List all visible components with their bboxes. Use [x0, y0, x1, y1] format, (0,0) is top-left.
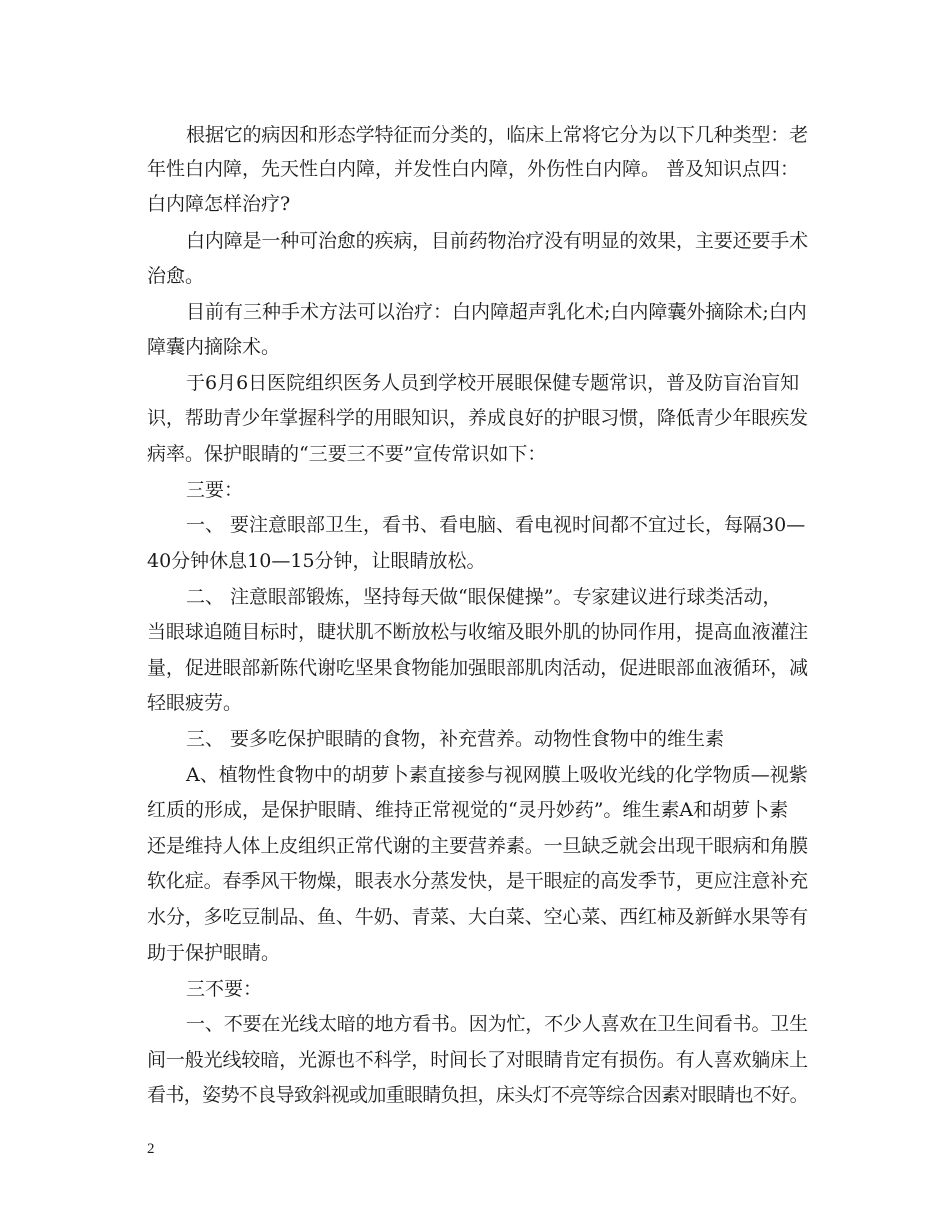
- text-line: 一、不要在光线太暗的地方看书。因为忙，不少人喜欢在卫生间看书。卫生: [186, 1013, 809, 1035]
- text-line: 三、 要多吃保护眼睛的食物，补充营养。动物性食物中的维生素: [186, 728, 725, 750]
- text-line: 量，促进眼部新陈代谢吃坚果食物能加强眼部肌肉活动，促进眼部血液循环，减: [147, 657, 809, 679]
- text-line: 红质的形成，是保护眼睛、维持正常视觉的“灵丹妙药”。维生素A和胡萝卜素: [147, 799, 789, 821]
- text-line: 间一般光线较暗，光源也不科学，时间长了对眼睛肯定有损伤。有人喜欢躺床上: [147, 1049, 809, 1071]
- text-line: A、植物性食物中的胡萝卜素直接参与视网膜上吸收光线的化学物质—视紫: [186, 764, 808, 786]
- text-line: 二、 注意眼部锻炼，坚持每天做“眼保健操”。专家建议进行球类活动，: [186, 586, 782, 608]
- text-line: 识，帮助青少年掌握科学的用眼知识，养成良好的护眼习惯，降低青少年眼疾发: [147, 407, 809, 429]
- text-line: 白内障是一种可治愈的疾病，目前药物治疗没有明显的效果，主要还要手术: [186, 230, 809, 252]
- text-line: 白内障怎样治疗?: [147, 193, 291, 215]
- text-line: 水分，多吃豆制品、鱼、牛奶、青菜、大白菜、空心菜、西红柿及新鲜水果等有: [147, 906, 809, 928]
- text-line: 轻眼疲劳。: [147, 692, 243, 714]
- text-line: 软化症。春季风干物燥，眼表水分蒸发快，是干眼症的高发季节，更应注意补充: [147, 870, 809, 892]
- text-line: 40分钟休息10—15分钟，让眼睛放松。: [147, 550, 486, 572]
- text-line: 目前有三种手术方法可以治疗：白内障超声乳化术;白内障囊外摘除术;白内: [186, 301, 807, 323]
- text-line: 于6月6日医院组织医务人员到学校开展眼保健专题常识，普及防盲治盲知: [186, 372, 800, 394]
- page-number: 2: [147, 1141, 155, 1157]
- text-line: 病率。保护眼睛的“三要三不要”宣传常识如下：: [147, 443, 547, 465]
- text-line: 一、 要注意眼部卫生，看书、看电脑、看电视时间都不宜过长，每隔30—: [186, 514, 806, 536]
- text-line: 还是维持人体上皮组织正常代谢的主要营养素。一旦缺乏就会出现干眼病和角膜: [147, 835, 809, 857]
- text-line: 治愈。: [147, 265, 205, 287]
- text-line: 三要：: [186, 479, 244, 501]
- text-line: 根据它的病因和形态学特征而分类的，临床上常将它分为以下几种类型：老: [186, 124, 809, 146]
- text-line: 助于保护眼睛。: [147, 942, 281, 964]
- text-line: 三不要：: [186, 978, 263, 1000]
- text-line: 看书，姿势不良导致斜视或加重眼睛负担，床头灯不亮等综合因素对眼睛也不好。: [147, 1084, 809, 1106]
- text-line: 障囊内摘除术。: [147, 336, 281, 358]
- text-line: 当眼球追随目标时，睫状肌不断放松与收缩及眼外肌的协同作用，提高血液灌注: [147, 621, 809, 643]
- text-line: 年性白内障，先天性白内障，并发性白内障，外伤性白内障。 普及知识点四：: [147, 158, 800, 180]
